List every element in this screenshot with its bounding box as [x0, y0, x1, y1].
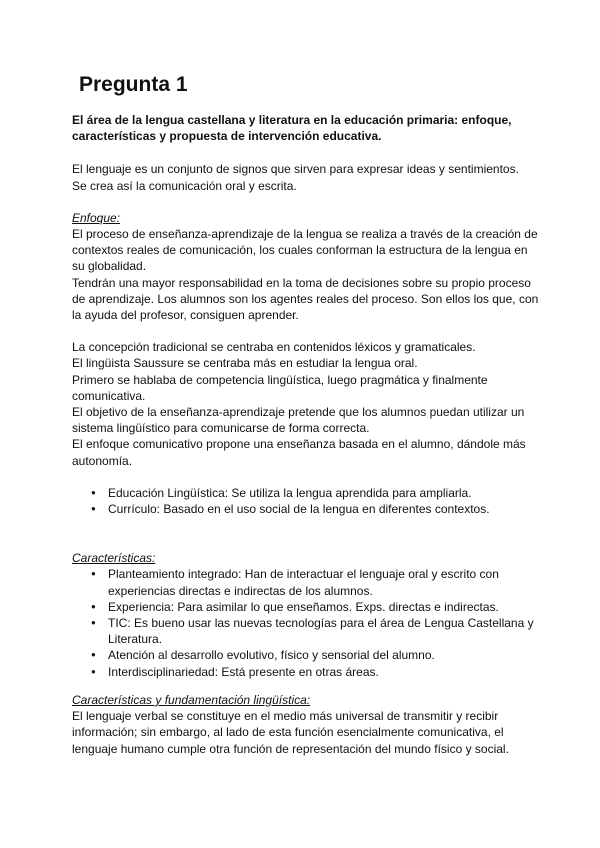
list-item: ● Atención al desarrollo evolutivo, físico y sensorial del alumno.	[108, 647, 540, 663]
fundamentacion-paragraph: El lenguaje verbal se constituye en el medio más universal de transmitir y recibir información; sin embargo, al lado de esta función esencialmente comunicativa, el lenguaje humano cumple otra función de representación del mundo físico y social.	[72, 709, 509, 756]
fundamentacion-label: Características y fundamentación lingüística:	[72, 692, 311, 707]
question-heading: El área de la lengua castellana y literatura en la educación primaria: enfoque, características y propuesta de intervención educativa.	[72, 113, 512, 144]
enfoque-paragraph-2: Tendrán una mayor responsabilidad en la toma de decisiones sobre su propio proceso de aprendizaje. Los alumnos son los agentes reales del proceso. Son ellos los que, con la ayuda del profesor, consiguen aprender.	[72, 275, 539, 323]
enfoque-bullet-list	[72, 485, 540, 517]
enfoque-label: Enfoque:	[72, 210, 121, 225]
list-item: ● TIC: Es bueno usar las nuevas tecnologías para el área de Lengua Castellana y Literatura.	[108, 615, 540, 647]
intro-line-2: Se crea así la comunicación oral y escrita.	[72, 178, 297, 193]
enfoque-line-1: La concepción tradicional se centraba en contenidos léxicos y gramaticales.	[72, 340, 476, 355]
list-item: ● Currículo: Basado en el uso social de la lengua en diferentes contextos.	[108, 501, 540, 517]
list-item: ● Educación Lingüística: Se utiliza la lengua aprendida para ampliarla.	[108, 485, 540, 501]
intro-line-1: El lenguaje es un conjunto de signos que sirven para expresar ideas y sentimientos.	[72, 162, 519, 177]
page-title: Pregunta 1	[79, 73, 188, 96]
enfoque-paragraph-1: El proceso de enseñanza-aprendizaje de la lengua se realiza a través de la creación de contextos reales de comunicación, los cuales conforman la estructura de la lengua en su globalidad.	[72, 227, 538, 274]
list-item: ● Interdisciplinariedad: Está presente en otras áreas.	[108, 664, 540, 680]
document-body	[72, 112, 540, 757]
caracteristicas-bullet-list	[72, 566, 540, 679]
list-item: ● Experiencia: Para asimilar lo que enseñamos. Exps. directas e indirectas.	[108, 599, 540, 615]
list-item: ● Planteamiento integrado: Han de interactuar el lenguaje oral y escrito con experiencias directas e indirectas de los alumnos.	[108, 566, 540, 598]
enfoque-line-2: El lingüista Saussure se centraba más en estudiar la lengua oral.	[72, 356, 418, 371]
enfoque-line-5: El enfoque comunicativo propone una enseñanza basada en el alumno, dándole más autonomía.	[72, 437, 526, 468]
enfoque-line-4: El objetivo de la enseñanza-aprendizaje pretende que los alumnos puedan utilizar un sistema lingüístico para comunicarse de forma correcta.	[72, 405, 525, 436]
enfoque-line-3: Primero se hablaba de competencia lingüística, luego pragmática y finalmente comunicativa.	[72, 372, 488, 403]
caracteristicas-label: Características:	[72, 551, 156, 566]
